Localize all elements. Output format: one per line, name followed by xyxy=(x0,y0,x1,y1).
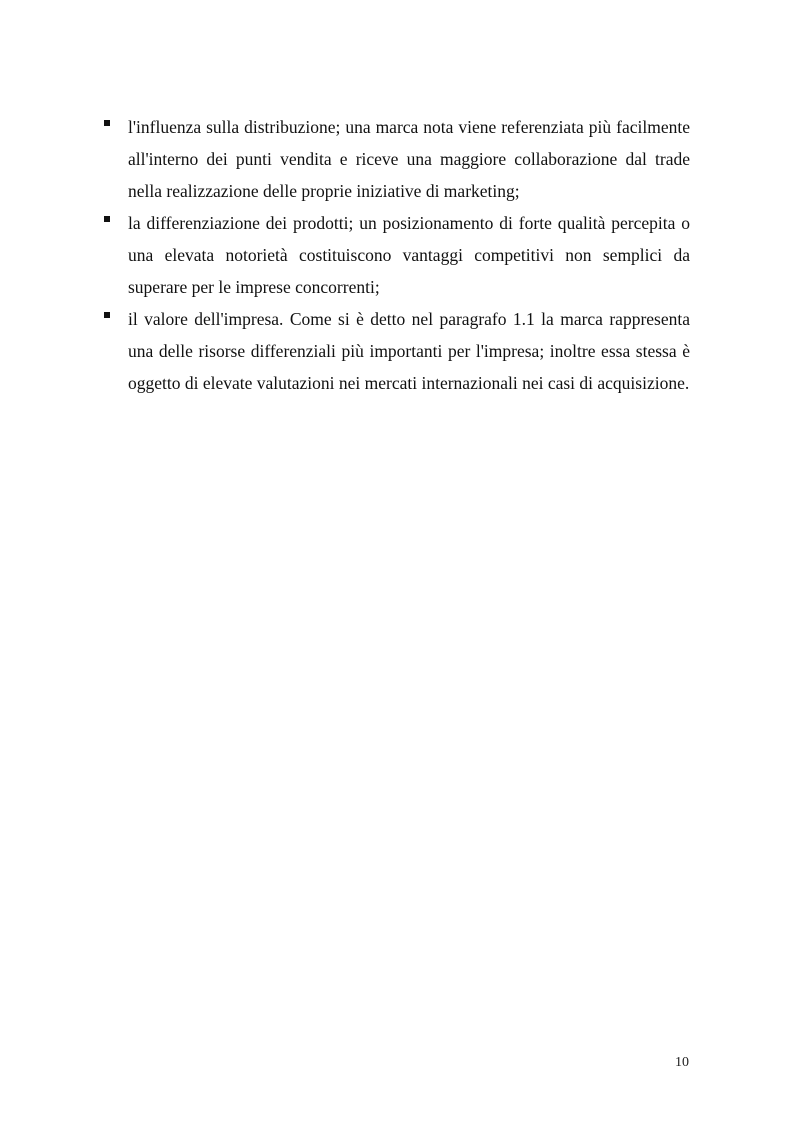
bullet-item-company-value xyxy=(104,303,690,399)
bullet-item-distribution xyxy=(104,111,690,207)
bullet-list xyxy=(104,111,690,399)
bullet-text: la differenziazione dei prodotti; un posizionamento di forte qualità percepita o una elevata notorietà costituiscono vantaggi competitivi non semplici da superare per le imprese concorrenti; xyxy=(128,213,690,297)
page-number: 10 xyxy=(675,1055,689,1070)
bullet-text: l'influenza sulla distribuzione; una marca nota viene referenziata più facilmente all'interno dei punti vendita e riceve una maggiore collaborazione dal trade nella realizzazione delle proprie iniziative di marketing; xyxy=(128,117,690,201)
square-bullet-icon xyxy=(104,120,110,126)
square-bullet-icon xyxy=(104,312,110,318)
square-bullet-icon xyxy=(104,216,110,222)
bullet-item-differentiation xyxy=(104,207,690,303)
bullet-text: il valore dell'impresa. Come si è detto nel paragrafo 1.1 la marca rappresenta una delle risorse differenziali più importanti per l'impresa; inoltre essa stessa è oggetto di elevate valutazioni nei mercati internazionali nei casi di acquisizione. xyxy=(128,309,690,393)
